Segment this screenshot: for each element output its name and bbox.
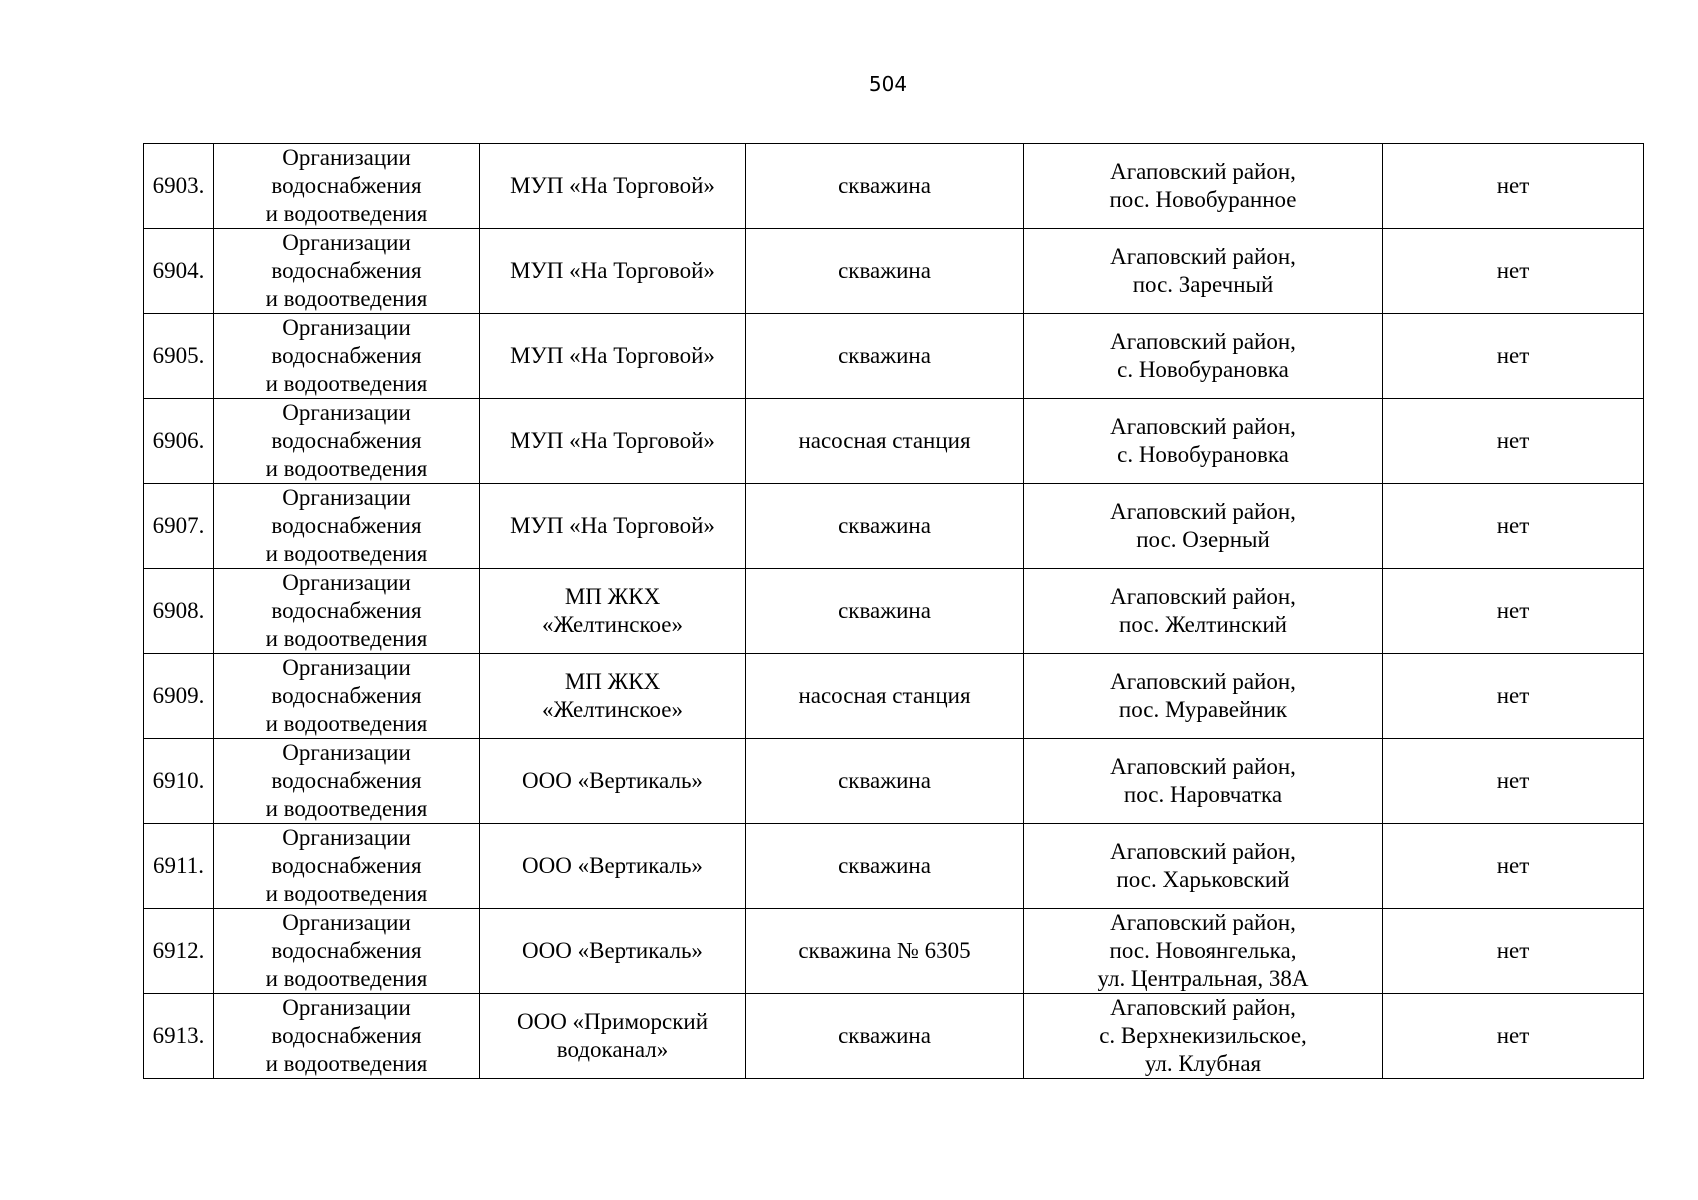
category-line: и водоотведения (265, 286, 428, 311)
row-number-cell: 6906. (144, 399, 214, 484)
organization-line: «Желтинское» (542, 697, 683, 722)
value-cell: нет (1383, 994, 1644, 1079)
address-line: пос. Новоянгелька, (1109, 938, 1297, 963)
category-line: водоснабжения (271, 513, 422, 538)
address-line: пос. Харьковский (1116, 867, 1290, 892)
organization-line: водоканал» (556, 1037, 669, 1062)
category-line: Организации (282, 910, 411, 935)
value-cell: нет (1383, 824, 1644, 909)
address-line: с. Новобурановка (1117, 442, 1289, 467)
category-line: водоснабжения (271, 768, 422, 793)
object-type-cell: насосная станция (746, 399, 1024, 484)
value-cell: нет (1383, 144, 1644, 229)
category-line: и водоотведения (265, 541, 428, 566)
category-cell (214, 484, 480, 569)
organization-cell (480, 994, 746, 1079)
category-line: Организации (282, 230, 411, 255)
category-line: водоснабжения (271, 428, 422, 453)
address-line: с. Верхнекизильское, (1099, 1023, 1307, 1048)
category-cell (214, 909, 480, 994)
category-cell (214, 399, 480, 484)
organization-cell (480, 569, 746, 654)
address-line: пос. Озерный (1136, 527, 1270, 552)
category-line: Организации (282, 995, 411, 1020)
organization-line: МУП «На Торговой» (510, 428, 715, 453)
organization-line: МУП «На Торговой» (510, 258, 715, 283)
object-type-cell: скважина (746, 144, 1024, 229)
organization-cell (480, 654, 746, 739)
category-line: водоснабжения (271, 853, 422, 878)
organization-cell (480, 399, 746, 484)
address-line: Агаповский район, (1110, 584, 1296, 609)
organization-cell (480, 739, 746, 824)
category-cell (214, 654, 480, 739)
value-cell: нет (1383, 909, 1644, 994)
category-cell (214, 824, 480, 909)
category-line: и водоотведения (265, 966, 428, 991)
address-line: пос. Новобуранное (1109, 187, 1297, 212)
value-cell: нет (1383, 229, 1644, 314)
address-line: пос. Желтинский (1119, 612, 1287, 637)
organization-cell (480, 484, 746, 569)
category-line: и водоотведения (265, 371, 428, 396)
address-cell (1024, 569, 1383, 654)
object-type-cell: скважина (746, 229, 1024, 314)
object-type-cell: насосная станция (746, 654, 1024, 739)
address-line: ул. Клубная (1144, 1051, 1262, 1076)
category-line: Организации (282, 570, 411, 595)
organization-cell (480, 229, 746, 314)
object-type-cell: скважина (746, 314, 1024, 399)
category-line: и водоотведения (265, 201, 428, 226)
row-number-cell: 6905. (144, 314, 214, 399)
value-cell: нет (1383, 739, 1644, 824)
category-line: и водоотведения (265, 626, 428, 651)
address-cell (1024, 909, 1383, 994)
address-line: Агаповский район, (1110, 839, 1296, 864)
organization-line: МУП «На Торговой» (510, 343, 715, 368)
address-cell (1024, 399, 1383, 484)
address-line: пос. Наровчатка (1123, 782, 1283, 807)
category-line: Организации (282, 655, 411, 680)
category-line: и водоотведения (265, 881, 428, 906)
organization-cell (480, 909, 746, 994)
organization-line: ООО «Вертикаль» (522, 853, 703, 878)
object-type-cell: скважина № 6305 (746, 909, 1024, 994)
category-line: Организации (282, 825, 411, 850)
address-line: с. Новобурановка (1117, 357, 1289, 382)
object-type-cell: скважина (746, 484, 1024, 569)
category-cell (214, 229, 480, 314)
object-type-cell: скважина (746, 739, 1024, 824)
address-cell (1024, 144, 1383, 229)
row-number-cell: 6909. (144, 654, 214, 739)
address-line: Агаповский район, (1110, 910, 1296, 935)
category-line: Организации (282, 485, 411, 510)
category-cell (214, 144, 480, 229)
category-line: водоснабжения (271, 683, 422, 708)
category-line: Организации (282, 145, 411, 170)
category-line: и водоотведения (265, 796, 428, 821)
address-cell (1024, 824, 1383, 909)
address-cell (1024, 739, 1383, 824)
organization-cell (480, 144, 746, 229)
organization-line: «Желтинское» (542, 612, 683, 637)
category-line: Организации (282, 400, 411, 425)
value-cell: нет (1383, 484, 1644, 569)
category-line: и водоотведения (265, 711, 428, 736)
table-row (144, 569, 1644, 654)
table-row (144, 484, 1644, 569)
organization-cell (480, 314, 746, 399)
category-line: водоснабжения (271, 1023, 422, 1048)
organization-cell (480, 824, 746, 909)
table-body (144, 144, 1644, 1079)
address-cell (1024, 654, 1383, 739)
row-number-cell: 6913. (144, 994, 214, 1079)
table-row (144, 909, 1644, 994)
table-row (144, 229, 1644, 314)
address-line: Агаповский район, (1110, 754, 1296, 779)
category-line: Организации (282, 315, 411, 340)
address-line: Агаповский район, (1110, 244, 1296, 269)
address-line: Агаповский район, (1110, 414, 1296, 439)
address-cell (1024, 229, 1383, 314)
category-cell (214, 739, 480, 824)
row-number-cell: 6904. (144, 229, 214, 314)
category-cell (214, 569, 480, 654)
organization-line: ООО «Приморский (516, 1009, 709, 1034)
address-line: Агаповский район, (1110, 995, 1296, 1020)
row-number-cell: 6912. (144, 909, 214, 994)
organization-line: ООО «Вертикаль» (522, 768, 703, 793)
category-line: водоснабжения (271, 343, 422, 368)
address-line: ул. Центральная, 38А (1097, 966, 1309, 991)
address-cell (1024, 314, 1383, 399)
table-row (144, 144, 1644, 229)
row-number-cell: 6910. (144, 739, 214, 824)
address-line: пос. Муравейник (1118, 697, 1288, 722)
page-number: 504 (868, 72, 908, 96)
table-row (144, 824, 1644, 909)
object-type-cell: скважина (746, 569, 1024, 654)
organization-line: МП ЖКХ (564, 584, 661, 609)
value-cell: нет (1383, 654, 1644, 739)
address-line: Агаповский район, (1110, 159, 1296, 184)
table-row (144, 314, 1644, 399)
address-line: пос. Заречный (1132, 272, 1274, 297)
object-type-cell: скважина (746, 994, 1024, 1079)
organization-line: МУП «На Торговой» (510, 173, 715, 198)
table-row (144, 654, 1644, 739)
category-line: и водоотведения (265, 456, 428, 481)
category-line: водоснабжения (271, 938, 422, 963)
table-row (144, 399, 1644, 484)
row-number-cell: 6908. (144, 569, 214, 654)
category-line: водоснабжения (271, 258, 422, 283)
organization-line: ООО «Вертикаль» (522, 938, 703, 963)
address-line: Агаповский район, (1110, 669, 1296, 694)
organization-line: МП ЖКХ (564, 669, 661, 694)
category-cell (214, 314, 480, 399)
organization-line: МУП «На Торговой» (510, 513, 715, 538)
category-cell (214, 994, 480, 1079)
category-line: Организации (282, 740, 411, 765)
category-line: и водоотведения (265, 1051, 428, 1076)
value-cell: нет (1383, 399, 1644, 484)
row-number-cell: 6903. (144, 144, 214, 229)
value-cell: нет (1383, 569, 1644, 654)
value-cell: нет (1383, 314, 1644, 399)
row-number-cell: 6911. (144, 824, 214, 909)
address-cell (1024, 994, 1383, 1079)
category-line: водоснабжения (271, 598, 422, 623)
category-line: водоснабжения (271, 173, 422, 198)
address-line: Агаповский район, (1110, 499, 1296, 524)
address-line: Агаповский район, (1110, 329, 1296, 354)
table-row (144, 739, 1644, 824)
row-number-cell: 6907. (144, 484, 214, 569)
object-type-cell: скважина (746, 824, 1024, 909)
registry-table (143, 143, 1644, 1079)
table-row (144, 994, 1644, 1079)
address-cell (1024, 484, 1383, 569)
